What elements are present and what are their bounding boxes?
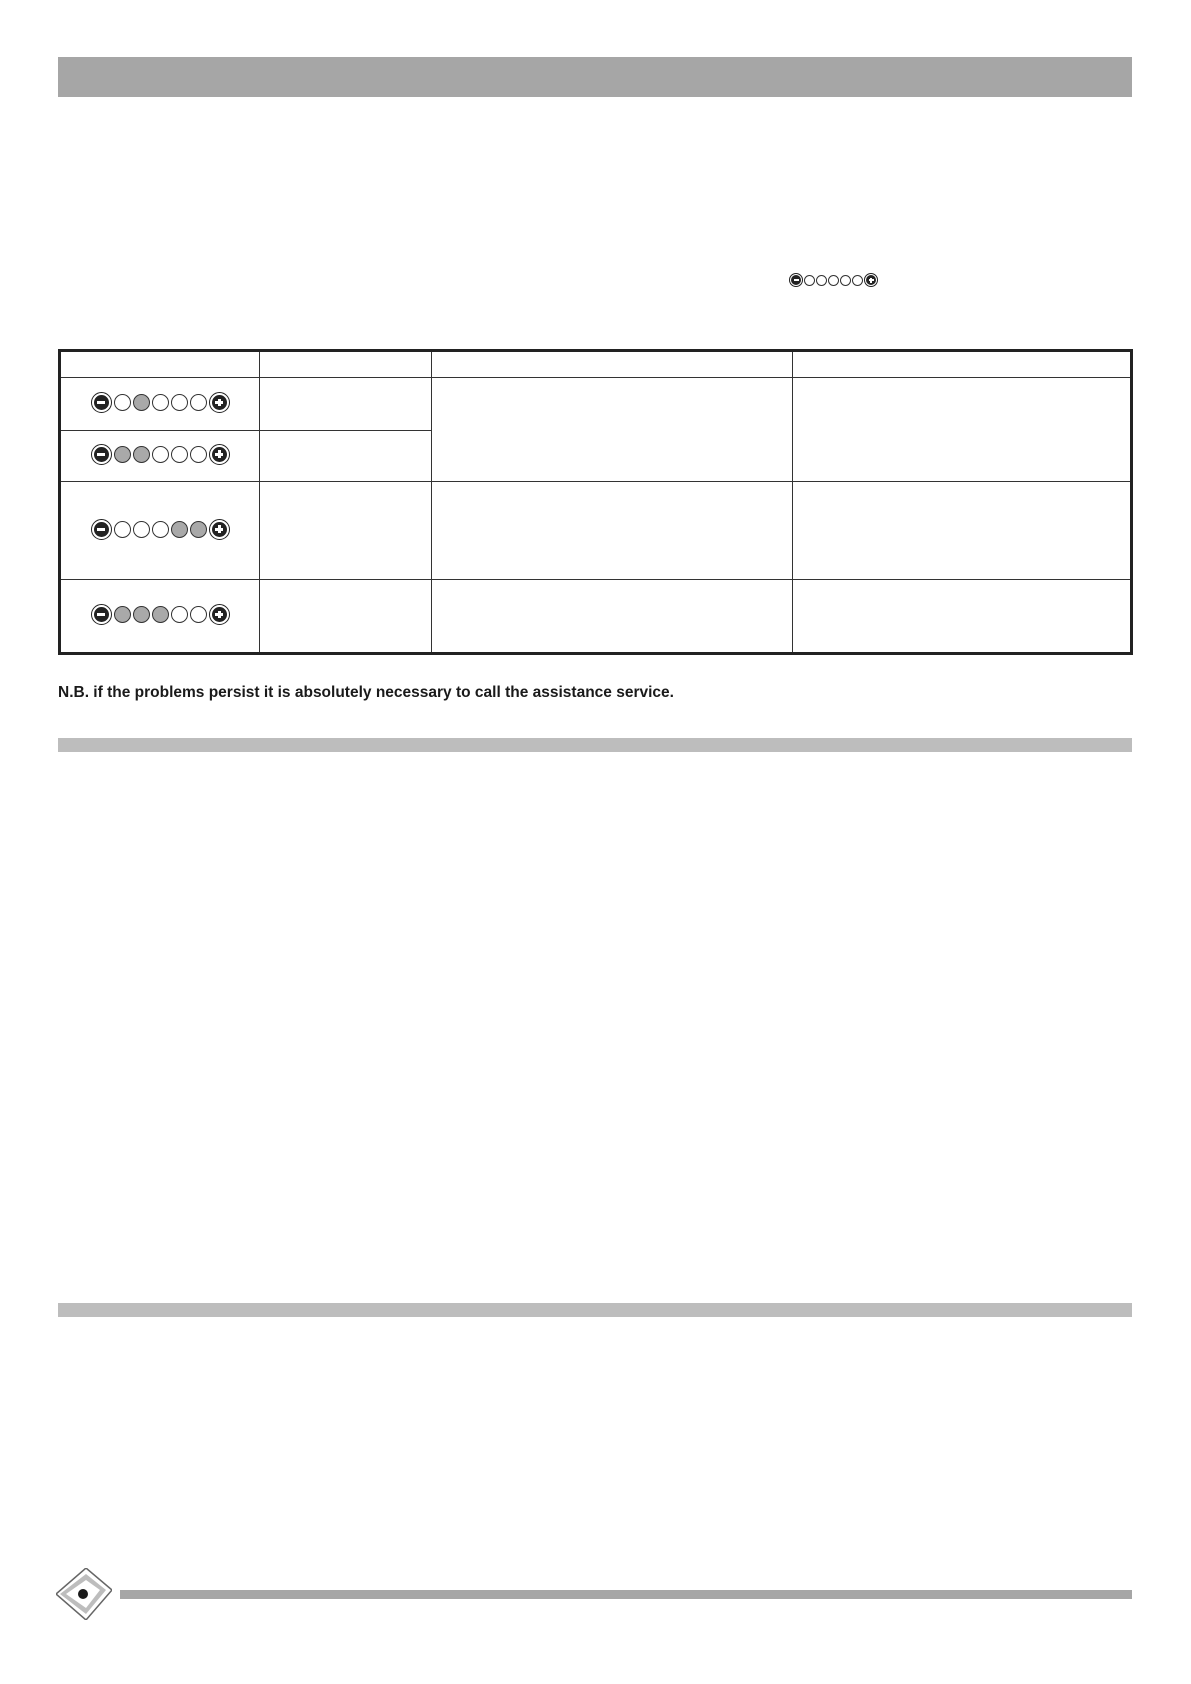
led-on	[171, 521, 188, 538]
table-cell	[793, 580, 1132, 654]
led-off	[816, 275, 827, 286]
header-bar	[58, 57, 1132, 97]
plus-icon	[209, 604, 230, 625]
table-cell	[432, 580, 793, 654]
table-cell	[432, 378, 793, 482]
led-off	[190, 394, 207, 411]
table-cell	[793, 378, 1132, 482]
alarm-table	[58, 349, 1133, 655]
brand-logo-icon	[56, 1568, 112, 1620]
led-off	[171, 446, 188, 463]
led-on	[114, 446, 131, 463]
plus-icon	[209, 444, 230, 465]
header-cell	[260, 351, 432, 378]
table-row	[60, 481, 1132, 580]
led-off	[190, 606, 207, 623]
led-off	[114, 394, 131, 411]
led-off	[114, 521, 131, 538]
table-cell	[260, 580, 432, 654]
led-off	[152, 521, 169, 538]
led-off	[828, 275, 839, 286]
note-text: N.B. if the problems persist it is absolutely necessary to call the assistance service.	[58, 684, 674, 701]
minus-icon	[91, 392, 112, 413]
header-cell	[432, 351, 793, 378]
plus-icon	[209, 392, 230, 413]
led-indicator	[91, 392, 230, 413]
plus-icon	[209, 519, 230, 540]
header-cell	[793, 351, 1132, 378]
led-off	[840, 275, 851, 286]
indicator-cell	[60, 430, 260, 481]
led-on	[152, 606, 169, 623]
indicator-cell	[60, 580, 260, 654]
footer-bar	[120, 1590, 1132, 1599]
led-on	[133, 606, 150, 623]
led-off	[171, 394, 188, 411]
section-divider-bar	[58, 738, 1132, 752]
header-cell	[60, 351, 260, 378]
table-cell	[793, 481, 1132, 580]
section-divider-bar	[58, 1303, 1132, 1317]
led-indicator	[91, 604, 230, 625]
minus-icon	[91, 604, 112, 625]
led-off	[171, 606, 188, 623]
led-indicator	[91, 444, 230, 465]
minus-icon	[789, 273, 803, 287]
led-on	[133, 446, 150, 463]
led-on	[114, 606, 131, 623]
led-indicator	[91, 519, 230, 540]
table-cell	[260, 430, 432, 481]
plus-icon	[864, 273, 878, 287]
led-off	[852, 275, 863, 286]
table-cell	[260, 378, 432, 430]
table-header-row	[60, 351, 1132, 378]
minus-icon	[91, 444, 112, 465]
led-on	[190, 521, 207, 538]
minus-icon	[91, 519, 112, 540]
indicator-cell	[60, 481, 260, 580]
table-row	[60, 378, 1132, 430]
led-on	[133, 394, 150, 411]
led-off	[133, 521, 150, 538]
table-row	[60, 580, 1132, 654]
led-off	[152, 446, 169, 463]
led-off	[152, 394, 169, 411]
table-cell	[260, 481, 432, 580]
legend-led-indicator	[789, 273, 878, 287]
led-off	[190, 446, 207, 463]
table-cell	[432, 481, 793, 580]
indicator-cell	[60, 378, 260, 430]
led-off	[804, 275, 815, 286]
led-indicator	[789, 273, 878, 287]
